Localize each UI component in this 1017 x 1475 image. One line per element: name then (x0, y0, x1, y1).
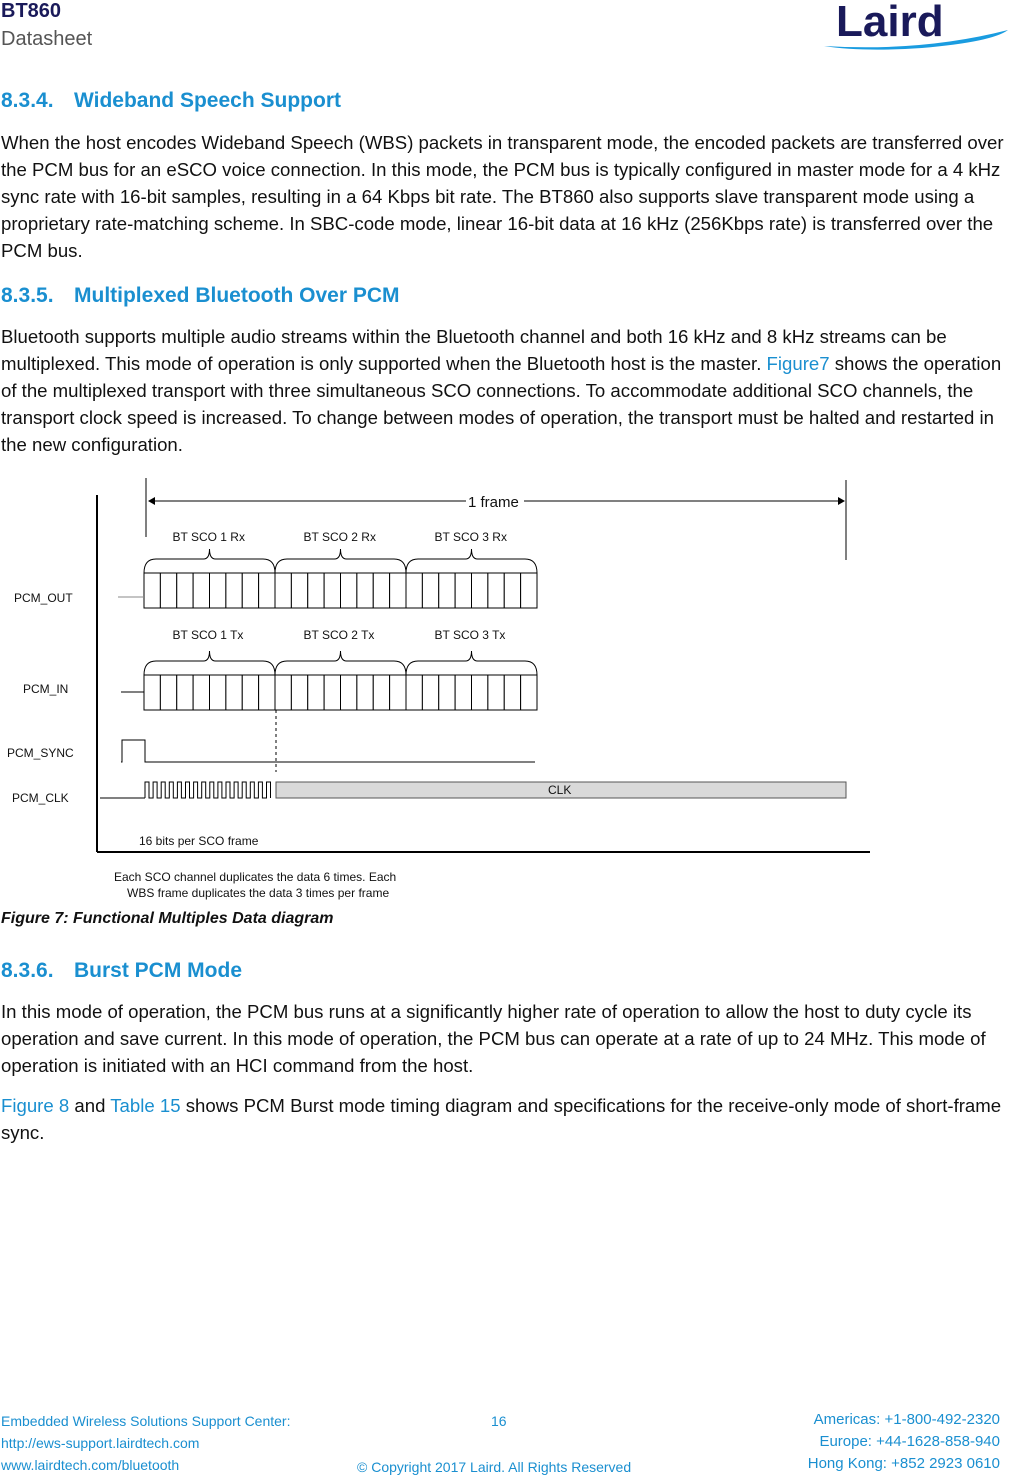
paragraph: Figure 8 and Table 15 shows PCM Burst mode timing diagram and specifications for the receive-only mode of short-frame sync. (1, 1095, 1002, 1143)
note-line: Each SCO channel duplicates the data 6 times. Each (114, 870, 397, 884)
channel-brace (275, 549, 406, 573)
bit-cell (504, 573, 520, 608)
bit-cell (160, 573, 176, 608)
bit-cell (242, 573, 258, 608)
bit-cell (390, 675, 406, 710)
signal-label: PCM_OUT (14, 591, 73, 605)
bit-cell (373, 675, 389, 710)
clk-label: CLK (548, 783, 572, 797)
section-heading: 8.3.5. Multiplexed Bluetooth Over PCM (1, 284, 400, 307)
bit-cell (210, 675, 226, 710)
signal-label: PCM_SYNC (7, 746, 74, 760)
bit-cell (324, 675, 340, 710)
bit-cell (439, 573, 455, 608)
bit-cell (226, 573, 242, 608)
bit-cell (521, 573, 537, 608)
bits-label: 16 bits per SCO frame (139, 834, 259, 848)
table15-link[interactable]: Table 15 (110, 1095, 181, 1116)
frame-label: 1 frame (468, 494, 519, 511)
bit-cell (144, 675, 160, 710)
bit-cell (455, 573, 471, 608)
channel-brace (144, 549, 275, 573)
americas-phone: Americas: +1-800-492-2320 (813, 1411, 1000, 1428)
channel-brace (406, 549, 537, 573)
bit-cell (373, 573, 389, 608)
section-heading: 8.3.6. Burst PCM Mode (1, 959, 242, 982)
figure7-link[interactable]: Figure7 (766, 353, 830, 374)
laird-logo (822, 0, 1014, 55)
bit-cell (472, 675, 488, 710)
bit-cell (177, 573, 193, 608)
website-url[interactable]: www.lairdtech.com/bluetooth (1, 1457, 180, 1473)
channel-brace (406, 651, 537, 675)
bit-cell (291, 675, 307, 710)
bit-cell (406, 675, 422, 710)
bit-cell (324, 573, 340, 608)
bit-cell (521, 675, 537, 710)
bit-cell (259, 573, 275, 608)
doc-subtitle: Datasheet (1, 28, 93, 50)
pcm-timing-diagram (0, 470, 880, 910)
bit-cell (177, 675, 193, 710)
bit-cell (406, 573, 422, 608)
channel-label: BT SCO 2 Rx (303, 530, 376, 544)
paragraph: In this mode of operation, the PCM bus runs at a significantly higher rate of operation to allow the host to duty cycle its operation and save current. In this mode of operation, the PCM bus can operate at a rate of up to 24 MHz. This mode of operation is initiated with an HCI command from the host. (1, 1001, 986, 1076)
bit-cell (308, 675, 324, 710)
signal-label: PCM_CLK (12, 791, 69, 805)
bit-cell (308, 573, 324, 608)
bit-cell (488, 573, 504, 608)
bit-cell (341, 573, 357, 608)
bit-cell (160, 675, 176, 710)
svg-text:Laird: Laird (836, 0, 944, 46)
paragraph: Bluetooth supports multiple audio streams within the Bluetooth channel and both 16 kHz and 8 kHz streams can be multiplexed. This mode of operation is only supported when the Bluetooth host is the master. Figure7 shows the operation of the multiplexed transport with three simultaneous SCO connections. To accommodate additional SCO channels, the transport clock speed is increased. To change between modes of operation, the transport must be halted and restarted in the new configuration. (1, 326, 1002, 455)
bit-cell (275, 675, 291, 710)
bit-cell (341, 675, 357, 710)
signal-label: PCM_IN (23, 682, 69, 696)
paragraph: When the host encodes Wideband Speech (WBS) packets in transparent mode, the encoded packets are transferred over the PCM bus for an eSCO voice connection. In this mode, the PCM bus is typically configured in master mode for a 4 kHz sync rate with 16-bit samples, resulting in a 64 Kbps bit rate. The BT860 also supports slave transparent mode using a proprietary rate-matching scheme. In SBC-code mode, linear 16-bit data at 16 kHz (256Kbps rate) is transferred over the PCM bus. (1, 132, 1004, 261)
bit-cell (275, 573, 291, 608)
bit-cell (390, 573, 406, 608)
note-line: WBS frame duplicates the data 3 times per frame (127, 886, 390, 900)
page-number: 16 (491, 1413, 507, 1429)
bit-cell (357, 675, 373, 710)
bit-cell (210, 573, 226, 608)
bit-cell (193, 675, 209, 710)
copyright: © Copyright 2017 Laird. All Rights Reserved (357, 1459, 632, 1475)
channel-label: BT SCO 3 Tx (434, 628, 506, 642)
channel-label: BT SCO 2 Tx (303, 628, 375, 642)
hongkong-phone: Hong Kong: +852 2923 0610 (807, 1455, 1000, 1472)
footer-left (1, 1410, 290, 1475)
bit-cell (193, 573, 209, 608)
bit-cell (422, 675, 438, 710)
bit-cell (291, 573, 307, 608)
bit-cell (472, 573, 488, 608)
bit-cell (226, 675, 242, 710)
europe-phone: Europe: +44-1628-858-940 (819, 1433, 1000, 1450)
support-label: Embedded Wireless Solutions Support Center: (1, 1413, 291, 1429)
support-url[interactable]: http://ews-support.lairdtech.com (1, 1435, 200, 1451)
bit-cell (242, 675, 258, 710)
channel-label: BT SCO 1 Tx (172, 628, 244, 642)
bit-cell (357, 573, 373, 608)
channel-brace (275, 651, 406, 675)
bit-cell (422, 573, 438, 608)
section-heading: 8.3.4. Wideband Speech Support (1, 89, 341, 112)
bit-cell (259, 675, 275, 710)
bit-cell (144, 573, 160, 608)
channel-brace (144, 651, 275, 675)
doc-title: BT860 (1, 0, 62, 22)
channel-label: BT SCO 1 Rx (172, 530, 245, 544)
figure-caption: Figure 7: Functional Multiples Data diagram (1, 910, 334, 927)
bit-cell (504, 675, 520, 710)
bit-cell (455, 675, 471, 710)
channel-label: BT SCO 3 Rx (434, 530, 507, 544)
bit-cell (439, 675, 455, 710)
bit-cell (488, 675, 504, 710)
figure8-link[interactable]: Figure 8 (1, 1095, 70, 1116)
footer-contacts (808, 1409, 1000, 1475)
